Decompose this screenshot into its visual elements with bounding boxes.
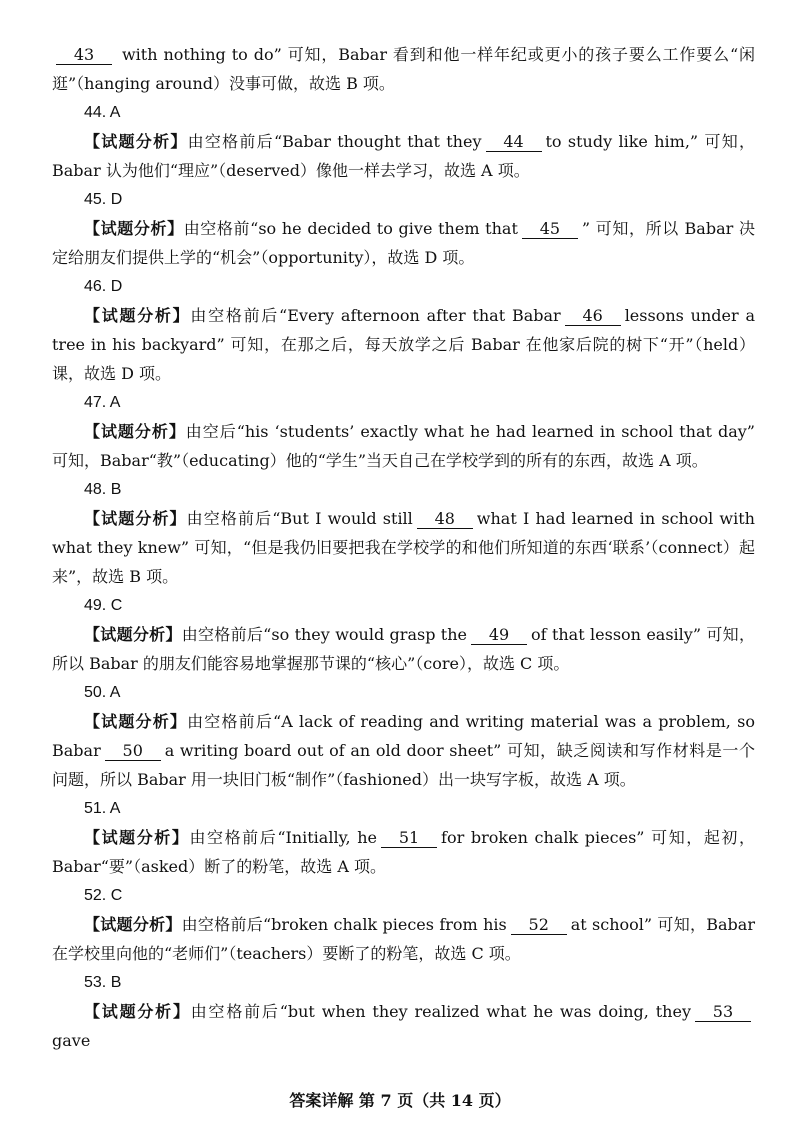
analysis-text-before: 由空格前后“so they would grasp the: [181, 625, 468, 644]
page-footer: 答案详解 第 7 页（共 14 页）: [289, 1091, 511, 1110]
answer-number: 48. B: [84, 481, 122, 498]
analysis-text-before: 由空格前后“Babar thought that they: [187, 132, 482, 151]
analysis-paragraph: [52, 707, 755, 794]
blank-number: 44: [486, 133, 542, 152]
analysis-tag: 【试题分析】: [84, 219, 184, 238]
blank-number: 51: [381, 829, 437, 848]
blank-number: 46: [565, 307, 621, 326]
answer-number: 44. A: [84, 104, 121, 121]
answer-number: 51. A: [84, 800, 121, 817]
analysis-text-after: at school” 可知，Babar 在学校里向他的“老师们”（teachers）要断了的粉笔，故选 C 项。: [52, 915, 755, 963]
analysis-text-after: lessons under a tree in his backyard” 可知，在那之后，每天放学之后 Babar 在他家后院的树下“开”（held）课，故选 D 项。: [52, 306, 755, 383]
analysis-text-before: 由空格前后“Every afternoon after that Babar: [190, 306, 561, 325]
analysis-tag: 【试题分析】: [84, 915, 182, 934]
answer-number: 53. B: [84, 974, 122, 991]
analysis-text-after: for broken chalk pieces” 可知，起初，Babar“要”（asked）断了的粉笔，故选 A 项。: [52, 828, 755, 876]
analysis-tag: 【试题分析】: [84, 422, 186, 441]
analysis-text-before: 由空格前“so he decided to give them that: [183, 219, 518, 238]
analysis-tag: 【试题分析】: [84, 509, 187, 528]
analysis-text-before: 由空格前后“broken chalk pieces from his: [181, 915, 507, 934]
analysis-paragraph: [52, 823, 755, 881]
blank-number: 52: [511, 916, 567, 935]
analysis-tag: 【试题分析】: [84, 712, 188, 731]
answer-list: [52, 98, 755, 1055]
analysis-text-after: of that lesson easily” 可知，所以 Babar 的朋友们能容易地掌握那节课的“核心”（core），故选 C 项。: [52, 625, 755, 673]
answer-number: 47. A: [84, 394, 121, 411]
analysis-tag: 【试题分析】: [84, 306, 191, 325]
analysis-text-after: a writing board out of an old door sheet” 可知，缺乏阅读和写作材料是一个问题，所以 Babar 用一块旧门板“制作”（fashioned）出一块写字板，故选 A 项。: [52, 741, 755, 789]
analysis-paragraph: [52, 301, 755, 388]
analysis-tag: 【试题分析】: [84, 828, 190, 847]
answer-number: 46. D: [84, 278, 123, 295]
analysis-paragraph: [52, 504, 755, 591]
analysis-paragraph: [52, 417, 755, 475]
analysis-tag: 【试题分析】: [84, 1002, 191, 1021]
analysis-text-after: to study like him,” 可知，Babar 认为他们“理应”（deserved）像他一样去学习，故选 A 项。: [52, 132, 755, 180]
analysis-text-before: 由空格前后“But I would still: [186, 509, 413, 528]
analysis-text-before: 由空后“his ‘students’ exactly what he had learned in school that day” 可知，Babar“教”（educating）他的“学生”当天自己在学校学到的所有的东西，故选 A 项。: [52, 422, 755, 470]
analysis-text-after: what I had learned in school with what they knew” 可知，“但是我仍旧要把我在学校学的和他们所知道的东西‘联系’（connect）起来”，故选 B 项。: [52, 509, 755, 586]
answer-number: 52. C: [84, 887, 123, 904]
answer-number: 50. A: [84, 684, 121, 701]
answer-number: 49. C: [84, 597, 123, 614]
blank-number: 49: [471, 626, 527, 645]
analysis-tag: 【试题分析】: [84, 625, 182, 644]
analysis-paragraph: [52, 997, 755, 1055]
analysis-text-before: 由空格前后“Initially, he: [189, 828, 378, 847]
answer-number: 45. D: [84, 191, 123, 208]
analysis-text-before: 由空格前后“A lack of reading and writing material was a problem, so Babar: [52, 712, 755, 760]
analysis-text-before: 由空格前后“but when they realized what he was doing, they: [190, 1002, 691, 1021]
blank-43: 43: [56, 46, 112, 65]
analysis-tag: 【试题分析】: [84, 132, 188, 151]
analysis-paragraph: [52, 910, 755, 968]
intro-text: with nothing to do” 可知，Babar 看到和他一样年纪或更小的孩子要么工作要么“闲逛”（hanging around）没事可做，故选 B 项。: [52, 45, 756, 93]
blank-number: 53: [695, 1003, 751, 1022]
intro-paragraph: [52, 40, 755, 98]
analysis-paragraph: [52, 127, 755, 185]
blank-number: 45: [522, 220, 578, 239]
blank-number: 48: [417, 510, 473, 529]
analysis-text-after: ” 可知，所以 Babar 决定给朋友们提供上学的“机会”（opportunity），故选 D 项。: [52, 219, 755, 267]
analysis-paragraph: [52, 214, 755, 272]
blank-number: 50: [105, 742, 161, 761]
answer-content: [52, 40, 755, 1055]
analysis-paragraph: [52, 620, 755, 678]
analysis-text-after: gave: [52, 1031, 91, 1050]
